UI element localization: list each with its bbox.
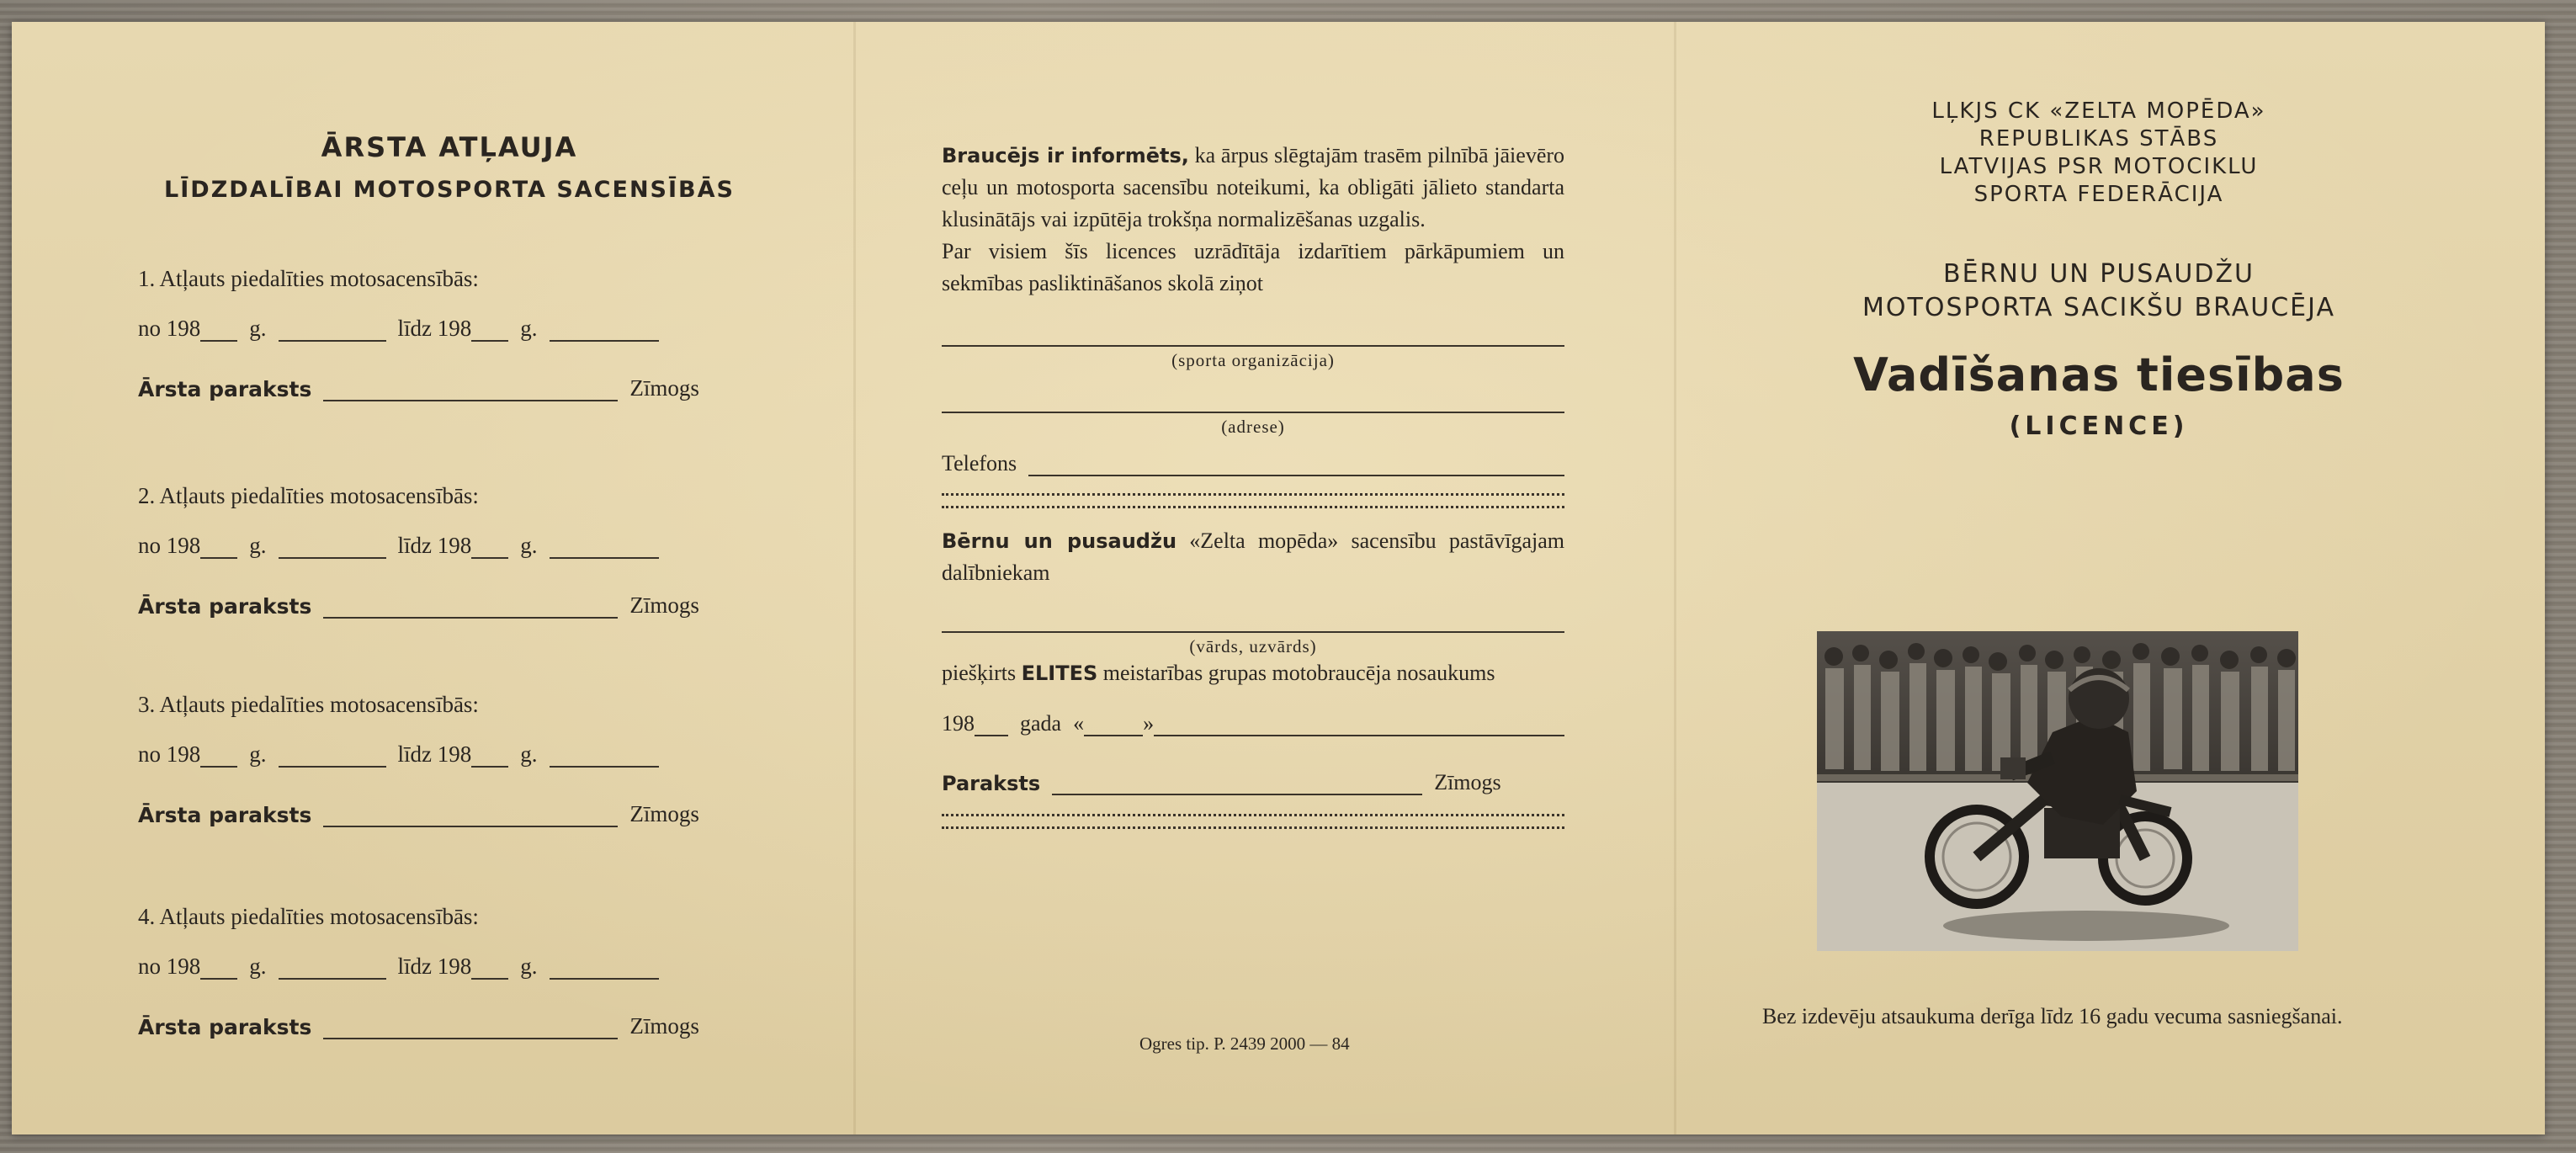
cover-title: Vadīšanas tiesības xyxy=(1853,348,2345,401)
blank-line xyxy=(200,959,237,980)
permit-g2: g. xyxy=(520,741,538,767)
address-caption: (adrese) xyxy=(1221,417,1285,437)
cover-panel xyxy=(1729,98,2469,1108)
blank-line xyxy=(1084,716,1143,736)
permit-block xyxy=(138,904,761,1039)
elite-post: meistarības grupas motobraucēja nosaukums xyxy=(1102,661,1495,685)
permit-from: no 198 xyxy=(138,741,201,767)
blank-line xyxy=(279,539,386,559)
phone-row xyxy=(942,451,1564,476)
org-line: REPUBLIKAS STĀBS xyxy=(1978,126,2219,151)
signature-line xyxy=(323,807,618,827)
year-gada: gada xyxy=(1020,711,1062,736)
permit-g2: g. xyxy=(520,316,538,341)
quote-open: « xyxy=(1073,711,1085,736)
stamp-label: Zīmogs xyxy=(629,1013,699,1039)
permit-to: līdz 198 xyxy=(397,954,472,979)
ornamental-divider xyxy=(942,493,1564,508)
org-line: LATVIJAS PSR MOTOCIKLU xyxy=(1939,154,2259,179)
permit-g2: g. xyxy=(520,533,538,558)
elite-paragraph xyxy=(942,657,1564,689)
org-line: SPORTA FEDERĀCIJA xyxy=(1973,182,2224,207)
doctor-permit-panel xyxy=(138,131,761,1039)
permit-block xyxy=(138,483,761,619)
fold-line xyxy=(1674,22,1676,1134)
permit-dates xyxy=(138,741,761,768)
sub-line: BĒRNU UN PUSAUDŽU xyxy=(1943,259,2255,289)
blank-line xyxy=(975,716,1008,736)
blank-line xyxy=(550,539,659,559)
rules-text: ka ārpus slēgtajām trasēm pilnībā jāievēro ceļu un motosporta sacensību noteikumi, ka obligāti jālieto standarta klusinātājs vai izpūtēja trokšņa normalizēšanas uzgalis. xyxy=(942,143,1565,231)
ornamental-divider xyxy=(942,814,1564,829)
permit-g2: g. xyxy=(520,954,538,979)
permit-g: g. xyxy=(249,533,267,558)
licence-sheet xyxy=(12,22,2545,1134)
organization-line xyxy=(942,320,1564,347)
permit-signature-row xyxy=(138,801,761,827)
blank-line xyxy=(550,959,659,980)
permit-block xyxy=(138,266,761,401)
permit-g: g. xyxy=(249,316,267,341)
blank-line xyxy=(200,539,237,559)
stamp-label: Zīmogs xyxy=(629,375,699,401)
blank-line xyxy=(200,747,237,768)
address-line xyxy=(942,386,1564,413)
motorcycle-rider-photo xyxy=(1817,631,2298,951)
phone-label: Telefons xyxy=(942,451,1017,476)
phone-line xyxy=(1028,456,1564,476)
blank-line xyxy=(279,321,386,342)
cover-subtitle xyxy=(1729,258,2469,325)
permit-signature-row xyxy=(138,1013,761,1039)
permit-signature-row xyxy=(138,592,761,619)
validity-note: Bez izdevēju atsaukuma derīga līdz 16 gadu vecuma sasniegšanai. xyxy=(1762,1004,2343,1028)
org-line: LĻKJS CK «ZELTA MOPĒDA» xyxy=(1931,98,2266,124)
organization-caption: (sporta organizācija) xyxy=(1171,350,1335,370)
permit-heading: 3. Atļauts piedalīties motosacensībās: xyxy=(138,692,479,717)
participant-text: «Zelta mopēda» sacensību pastāvīgajam dalībniekam xyxy=(942,529,1564,585)
licence-label: (LICENCE) xyxy=(2009,412,2189,441)
signature-row xyxy=(942,770,1564,795)
sub-line: MOTOSPORTA SACIKŠU BRAUCĒJA xyxy=(1862,293,2335,322)
name-line xyxy=(942,606,1564,633)
signature-line xyxy=(323,381,618,401)
blank-line xyxy=(1154,716,1564,736)
year-prefix: 198 xyxy=(942,711,975,736)
blank-line xyxy=(550,747,659,768)
permit-from: no 198 xyxy=(138,533,201,558)
permit-to: līdz 198 xyxy=(397,741,472,767)
signature-line xyxy=(323,1019,618,1039)
permit-signature-row xyxy=(138,375,761,401)
report-paragraph: Par visiem šīs licences uzrādītāja izdarītiem pārkāpumiem un sekmības pasliktināšanos skolā ziņot xyxy=(942,239,1564,295)
permit-dates xyxy=(138,954,761,980)
permit-from: no 198 xyxy=(138,316,201,341)
motorcycle-rider-illustration xyxy=(1817,631,2298,951)
blank-line xyxy=(471,959,508,980)
print-info: Ogres tip. P. 2439 2000 — 84 xyxy=(1139,1033,1350,1054)
signature-label: Paraksts xyxy=(942,772,1041,795)
elite-pre: piešķirts xyxy=(942,661,1017,685)
doctor-signature-label: Ārsta paraksts xyxy=(138,803,312,827)
rules-paragraph xyxy=(942,140,1564,236)
permit-dates xyxy=(138,316,761,342)
rider-info-panel xyxy=(942,140,1564,846)
permit-g: g. xyxy=(249,954,267,979)
participant-paragraph xyxy=(942,525,1564,589)
permit-heading: 2. Atļauts piedalīties motosacensībās: xyxy=(138,483,479,508)
quote-close: » xyxy=(1143,711,1155,736)
name-caption: (vārds, uzvārds) xyxy=(1189,636,1317,656)
blank-line xyxy=(279,959,386,980)
permit-to: līdz 198 xyxy=(397,316,472,341)
doctor-permit-title: ĀRSTA ATĻAUJA xyxy=(321,131,578,163)
permit-heading: 4. Atļauts piedalīties motosacensībās: xyxy=(138,904,479,929)
year-row xyxy=(942,711,1564,736)
blank-line xyxy=(279,747,386,768)
signature-line xyxy=(1052,775,1422,795)
doctor-permit-subtitle: LĪDZDALĪBAI MOTOSPORTA SACENSĪBĀS xyxy=(164,177,735,203)
blank-line xyxy=(471,539,508,559)
signature-line xyxy=(323,598,618,619)
permit-to: līdz 198 xyxy=(397,533,472,558)
blank-line xyxy=(200,321,237,342)
stamp-label: Zīmogs xyxy=(629,592,699,618)
fold-line xyxy=(853,22,856,1134)
permit-heading: 1. Atļauts piedalīties motosacensībās: xyxy=(138,266,479,291)
doctor-signature-label: Ārsta paraksts xyxy=(138,1015,312,1039)
permit-dates xyxy=(138,533,761,559)
stamp-label: Zīmogs xyxy=(1434,770,1501,794)
permit-from: no 198 xyxy=(138,954,201,979)
blank-line xyxy=(550,321,659,342)
permit-block xyxy=(138,692,761,827)
participant-bold-lead: Bērnu un pusaudžu xyxy=(942,529,1177,553)
permit-g: g. xyxy=(249,741,267,767)
elite-bold: ELITES xyxy=(1021,662,1098,685)
doctor-signature-label: Ārsta paraksts xyxy=(138,377,312,401)
stamp-label: Zīmogs xyxy=(629,801,699,826)
blank-line xyxy=(471,321,508,342)
rules-bold-lead: Braucējs ir informēts, xyxy=(942,144,1189,167)
doctor-signature-label: Ārsta paraksts xyxy=(138,594,312,619)
organization-header xyxy=(1729,98,2469,209)
blank-line xyxy=(471,747,508,768)
